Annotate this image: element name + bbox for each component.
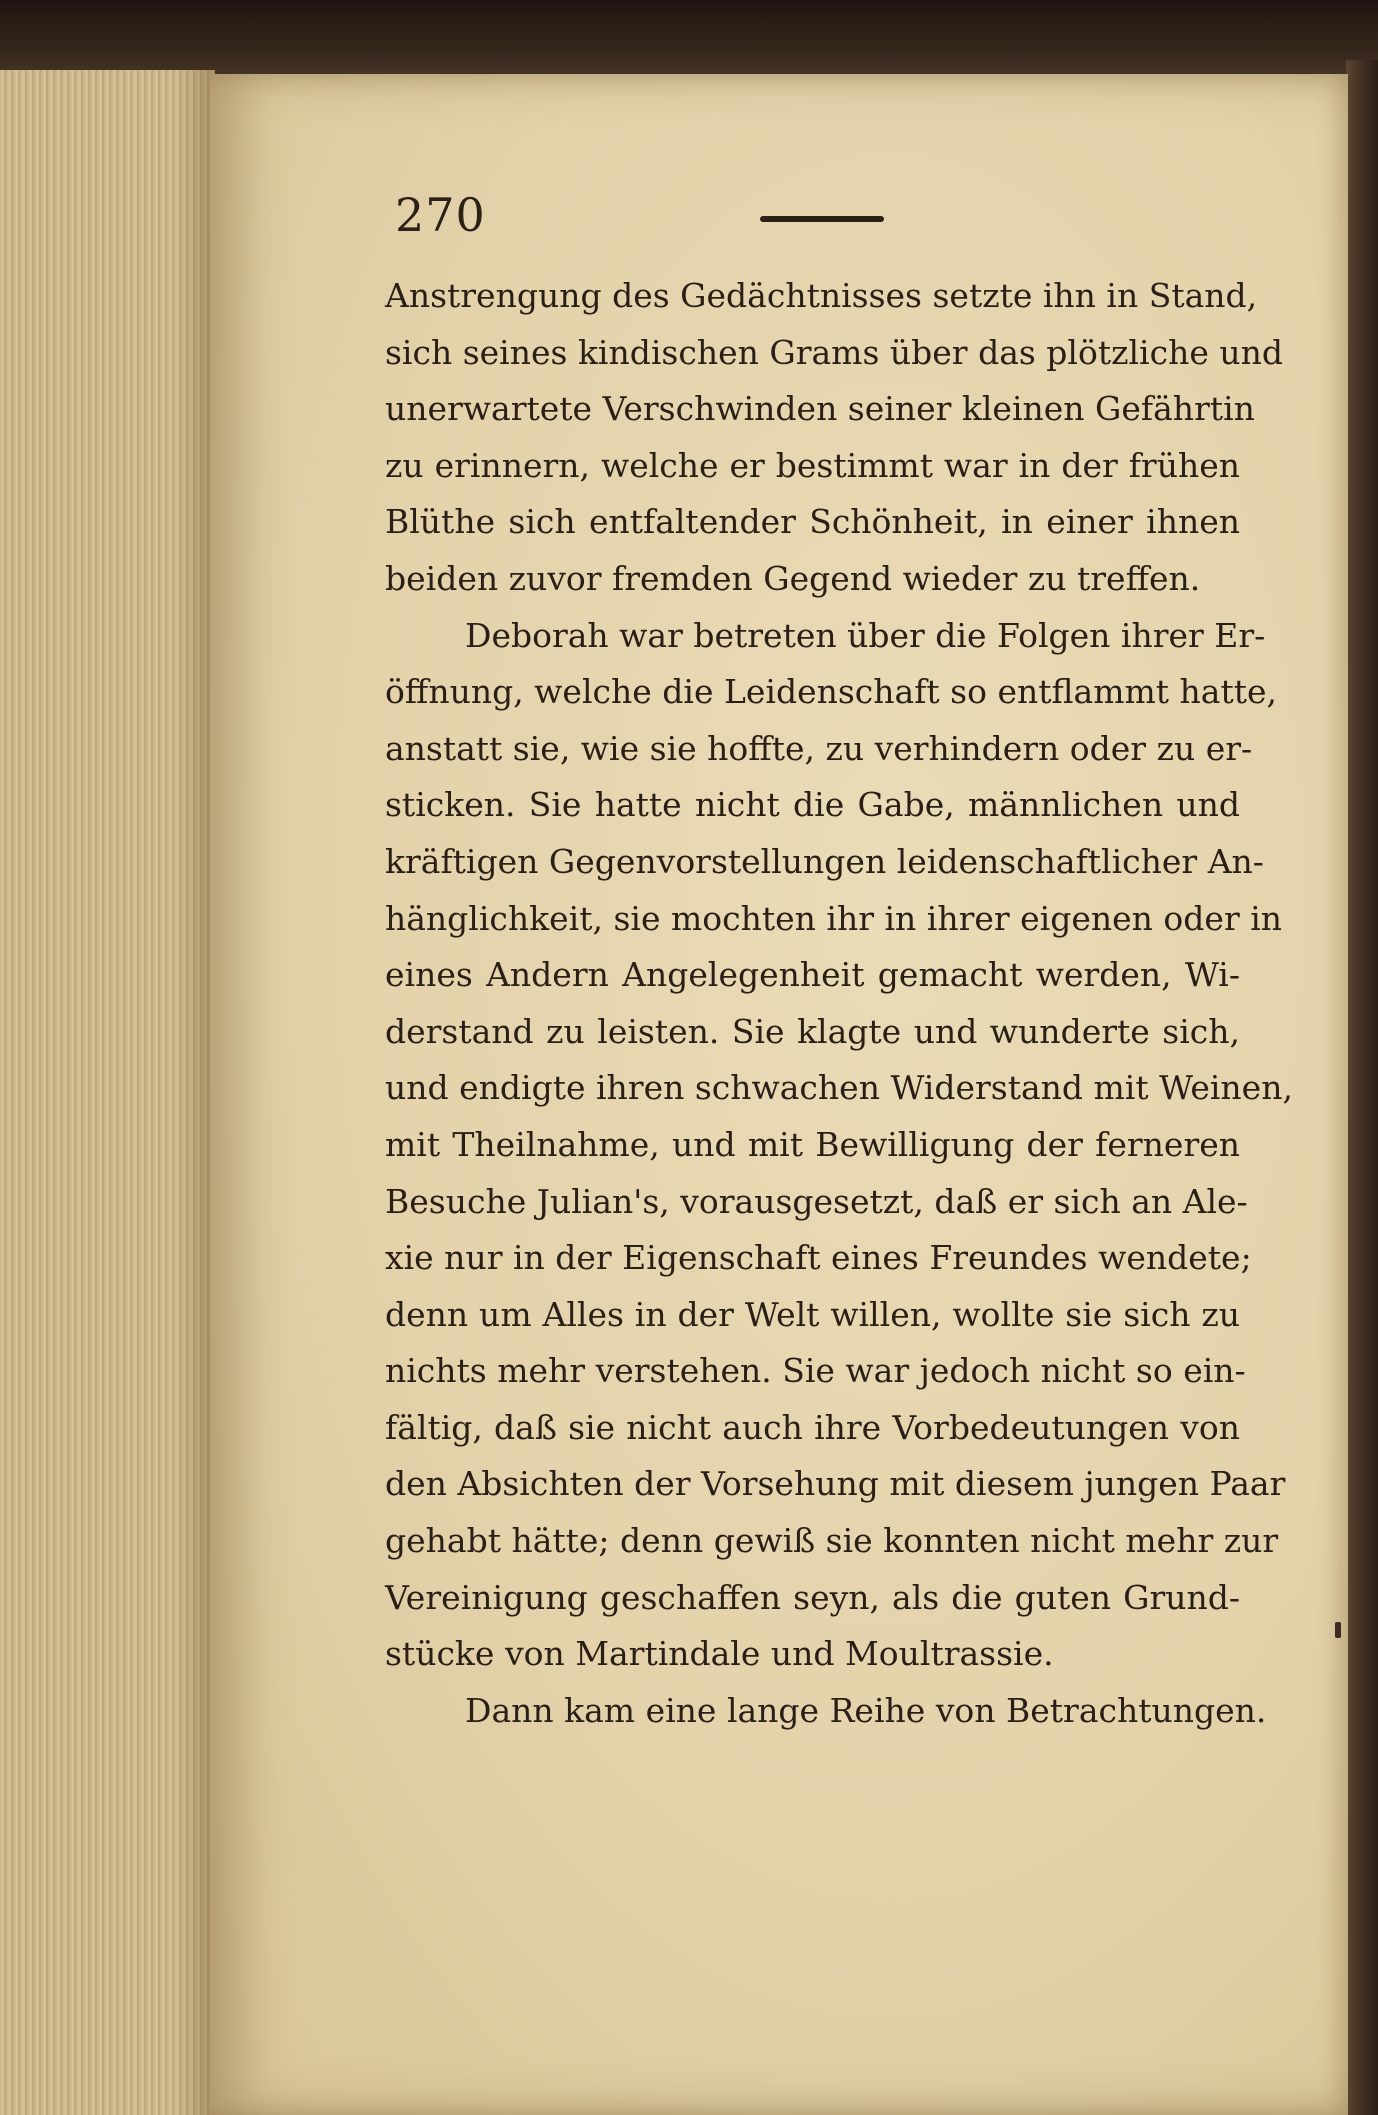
text-line: derstand zu leisten. Sie klagte und wunderte sich,: [385, 1011, 1240, 1051]
text-line: gehabt hätte; denn gewiß sie konnten nicht mehr zur: [385, 1521, 1279, 1561]
text-line: Besuche Julian's, vorausgesetzt, daß er sich an Ale-: [385, 1181, 1248, 1221]
text-line: hänglichkeit, sie mochten ihr in ihrer eigenen oder in: [385, 898, 1283, 938]
text-line: Vereinigung geschaffen seyn, als die guten Grund-: [385, 1577, 1240, 1617]
text-line: sich seines kindischen Grams über das plötzliche und: [385, 332, 1283, 372]
text-line: fältig, daß sie nicht auch ihre Vorbedeutungen von: [385, 1407, 1240, 1447]
body-text: [385, 268, 1293, 1739]
text-line: anstatt sie, wie sie hoffte, zu verhindern oder zu er-: [385, 728, 1253, 768]
text-line: kräftigen Gegenvorstellungen leidenschaftlicher An-: [385, 841, 1264, 881]
text-line: mit Theilnahme, und mit Bewilligung der ferneren: [385, 1124, 1240, 1164]
text-line: beiden zuvor fremden Gegend wieder zu treffen.: [385, 558, 1201, 598]
page-edges: [0, 70, 215, 2115]
book-cover-right: [1346, 60, 1378, 2115]
text-line: sticken. Sie hatte nicht die Gabe, männlichen und: [385, 785, 1240, 825]
text-line: stücke von Martindale und Moultrassie.: [385, 1634, 1054, 1674]
text-line: zu erinnern, welche er bestimmt war in der frühen: [385, 445, 1240, 485]
text-line: Blüthe sich entfaltender Schönheit, in einer ihnen: [385, 502, 1240, 542]
text-line: Deborah war betreten über die Folgen ihrer Er-: [465, 615, 1266, 655]
text-line: und endigte ihren schwachen Widerstand mit Weinen,: [385, 1068, 1293, 1108]
text-line: unerwartete Verschwinden seiner kleinen Gefährtin: [385, 389, 1255, 429]
header-rule: [760, 216, 884, 222]
text-line: Dann kam eine lange Reihe von Betrachtungen.: [465, 1690, 1267, 1730]
text-line: den Absichten der Vorsehung mit diesem jungen Paar: [385, 1464, 1286, 1504]
text-line: xie nur in der Eigenschaft eines Freundes wendete;: [385, 1238, 1252, 1278]
text-line: nichts mehr verstehen. Sie war jedoch nicht so ein-: [385, 1351, 1246, 1391]
text-line: denn um Alles in der Welt willen, wollte sie sich zu: [385, 1294, 1240, 1334]
text-line: eines Andern Angelegenheit gemacht werden, Wi-: [385, 955, 1240, 995]
page-number: 270: [395, 188, 486, 242]
text-line: öffnung, welche die Leidenschaft so entflammt hatte,: [385, 672, 1277, 712]
margin-mark: [1335, 1622, 1341, 1638]
text-line: Anstrengung des Gedächtnisses setzte ihn in Stand,: [385, 276, 1258, 315]
